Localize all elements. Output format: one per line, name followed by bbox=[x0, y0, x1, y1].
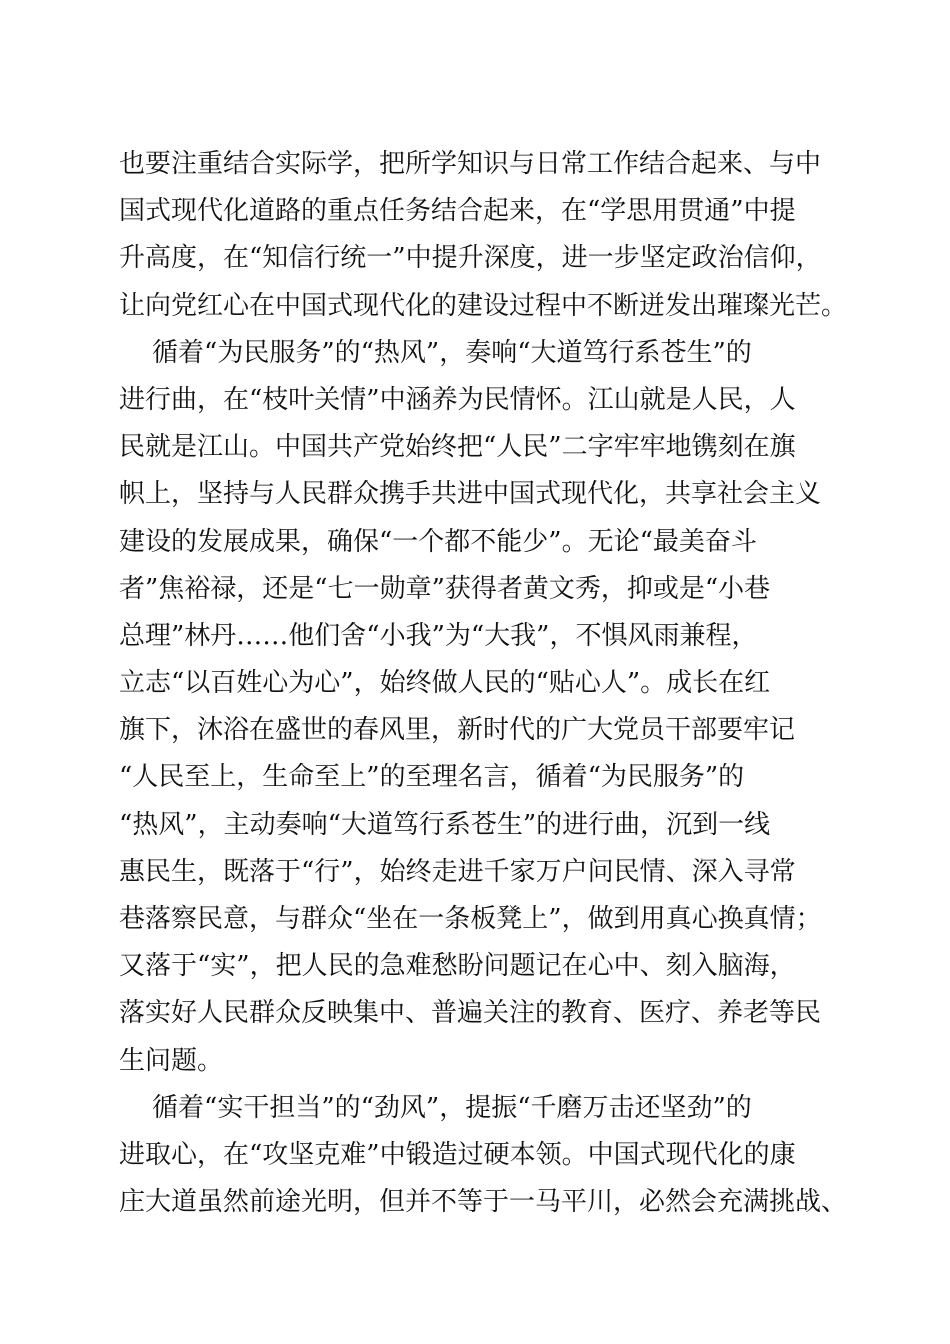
text-line: 巷落察民意，与群众“坐在一条板凳上”，做到用真心换真情； bbox=[119, 904, 822, 934]
text-line: 让向党红心在中国式现代化的建设过程中不断迸发出璀璨光芒。 bbox=[119, 290, 848, 321]
text-line: 建设的发展成果，确保“一个都不能少”。无论“最美奋斗 bbox=[119, 526, 757, 557]
text-line: 惠民生，既落于“行”，始终走进千家万户问民情、深入寻常 bbox=[119, 856, 796, 887]
text-line: 进行曲，在“枝叶关情”中涵养为民情怀。江山就是人民，人 bbox=[119, 384, 796, 415]
text-line: 落实好人民群众反映集中、普遍关注的教育、医疗、养老等民 bbox=[119, 998, 822, 1029]
text-line: 升高度，在“知信行统一”中提升深度，进一步坚定政治信仰， bbox=[119, 243, 822, 274]
text-line: 庄大道虽然前途光明，但并不等于一马平川，必然会充满挑战、 bbox=[119, 1187, 848, 1218]
text-line: 立志“以百姓心为心”，始终做人民的“贴心人”。成长在红 bbox=[119, 668, 771, 699]
text-line: 民就是江山。中国共产党始终把“人民”二字牢牢地镌刻在旗 bbox=[119, 432, 796, 463]
text-line: 循着“实干担当”的“劲风”，提振“千磨万击还坚劲”的 bbox=[119, 1092, 752, 1123]
text-line: “人民至上，生命至上”的至理名言，循着“为民服务”的 bbox=[119, 762, 745, 793]
text-line: 进取心，在“攻坚克难”中锻造过硬本领。中国式现代化的康 bbox=[119, 1139, 796, 1170]
text-line: 者”焦裕禄，还是“七一勋章”获得者黄文秀，抑或是“小巷 bbox=[119, 573, 771, 604]
text-line: 帜上，坚持与人民群众携手共进中国式现代化，共享社会主义 bbox=[119, 479, 822, 510]
text-line: 总理”林丹……他们舍“小我”为“大我”，不惧风雨兼程， bbox=[119, 620, 758, 651]
text-line: 旗下，沐浴在盛世的春风里，新时代的广大党员干部要牢记 bbox=[119, 715, 796, 746]
text-line: 国式现代化道路的重点任务结合起来，在“学思用贯通”中提 bbox=[119, 196, 796, 227]
text-line: “热风”，主动奏响“大道笃行系苍生”的进行曲，沉到一线 bbox=[119, 809, 771, 840]
text-line: 也要注重结合实际学，把所学知识与日常工作结合起来、与中 bbox=[119, 149, 822, 179]
text-line: 又落于“实”，把人民的急难愁盼问题记在心中、刻入脑海， bbox=[119, 951, 796, 982]
body-text bbox=[119, 141, 848, 1226]
text-line: 生问题。 bbox=[119, 1045, 224, 1076]
text-line: 循着“为民服务”的“热风”，奏响“大道笃行系苍生”的 bbox=[119, 337, 752, 368]
